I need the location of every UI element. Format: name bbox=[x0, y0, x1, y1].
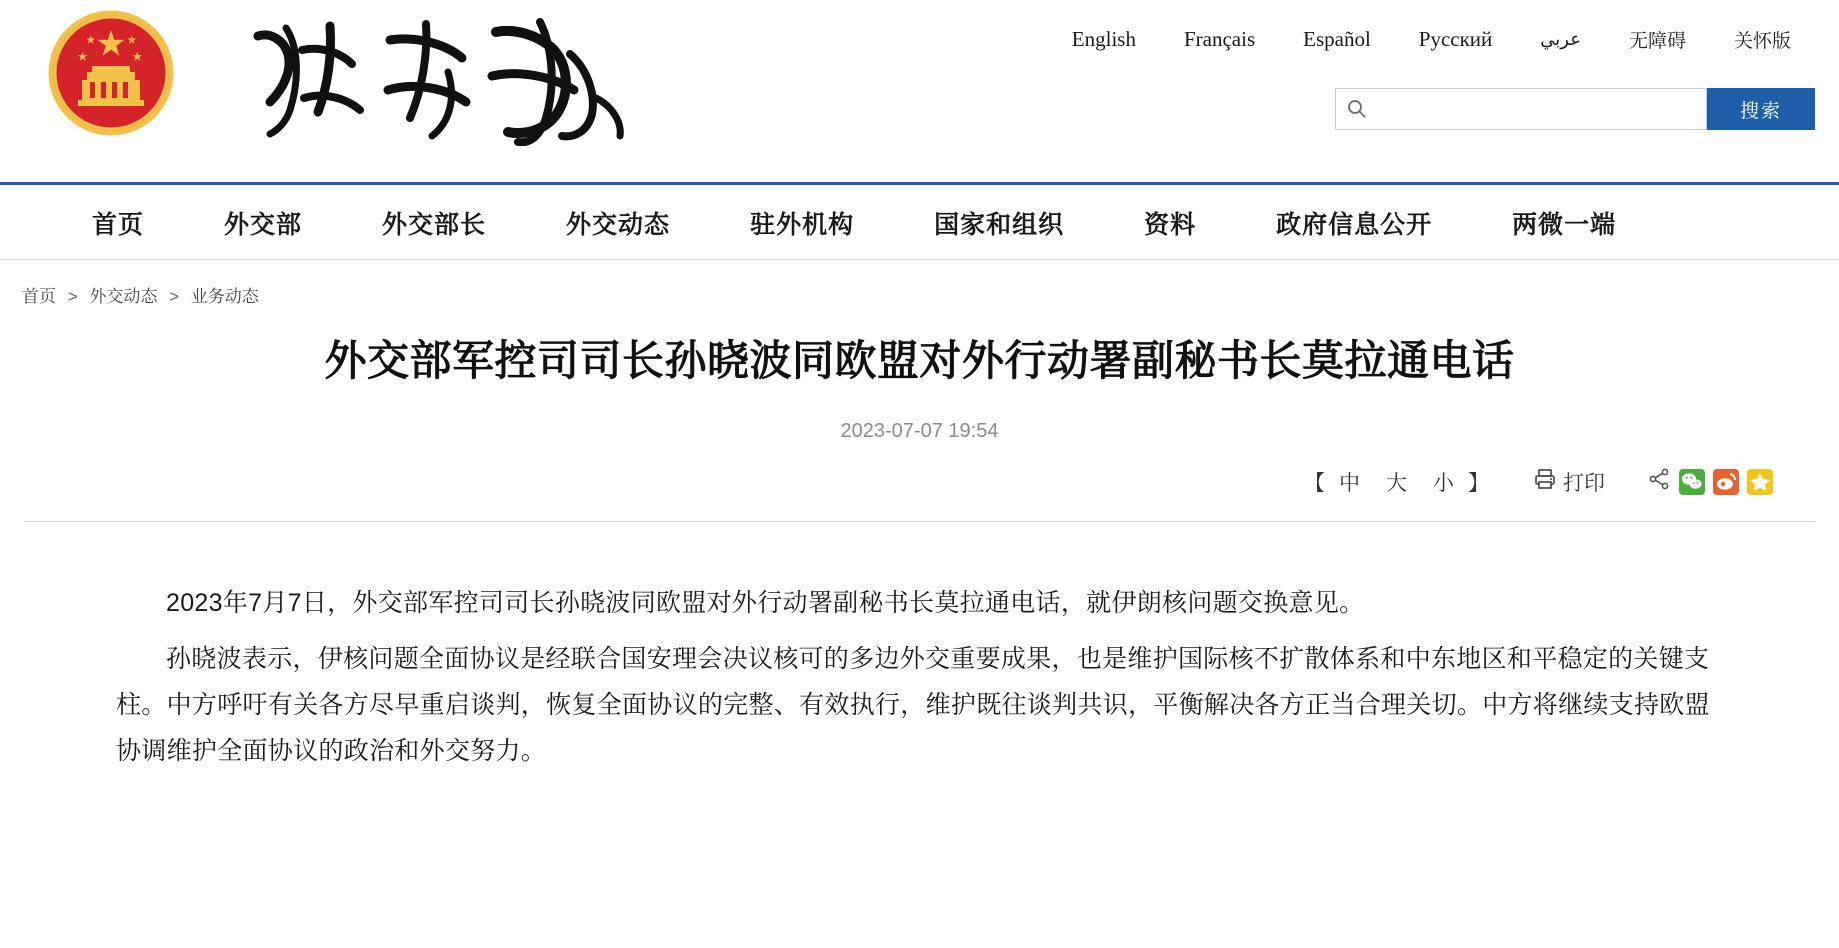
nav-item-home[interactable]: 首页 bbox=[92, 210, 145, 239]
breadcrumb-separator: > bbox=[67, 287, 78, 306]
search-input[interactable] bbox=[1368, 90, 1706, 128]
nav-item-ministry[interactable]: 外交部 bbox=[224, 210, 303, 239]
article-paragraph: 2023年7月7日，外交部军控司司长孙晓波同欧盟对外行动署副秘书长莫拉通电话，就伊朗核问题交换意见。 bbox=[166, 588, 1365, 617]
lang-francais[interactable]: Français bbox=[1183, 27, 1256, 51]
lang-care-version[interactable]: 关怀版 bbox=[1733, 31, 1791, 52]
nav-item-social[interactable]: 两微一端 bbox=[1512, 210, 1617, 239]
article-toolbar bbox=[24, 467, 1815, 497]
article bbox=[0, 333, 1839, 775]
nav-item-resources[interactable]: 资料 bbox=[1144, 210, 1197, 239]
article-timestamp: 2023-07-07 19:54 bbox=[840, 419, 999, 442]
search-icon bbox=[1346, 98, 1368, 120]
print-button[interactable] bbox=[1533, 467, 1605, 497]
font-size-small[interactable]: 小 bbox=[1433, 471, 1454, 495]
lang-russian[interactable]: Русский bbox=[1418, 27, 1493, 51]
main-nav-bar bbox=[0, 182, 1839, 260]
page-title: 外交部军控司司长孙晓波同欧盟对外行动署副秘书长莫拉通电话 bbox=[324, 337, 1515, 384]
bracket-right: 】 bbox=[1468, 471, 1489, 495]
font-size-medium[interactable]: 中 bbox=[1339, 471, 1360, 495]
breadcrumb-item-home[interactable]: 首页 bbox=[22, 287, 56, 306]
nav-item-countries[interactable]: 国家和组织 bbox=[934, 210, 1065, 239]
nav-item-news[interactable]: 外交动态 bbox=[566, 210, 671, 239]
bracket-left: 【 bbox=[1304, 471, 1325, 495]
language-bar bbox=[1048, 26, 1815, 53]
nav-item-minister[interactable]: 外交部长 bbox=[382, 210, 487, 239]
breadcrumb-separator: > bbox=[169, 287, 180, 306]
nav-item-missions[interactable]: 驻外机构 bbox=[750, 210, 855, 239]
article-paragraph: 孙晓波表示，伊核问题全面协议是经联合国安理会决议核可的多边外交重要成果，也是维护国际核不扩散体系和中东地区和平稳定的关键支柱。中方呼吁有关各方尽早重启谈判，恢复全面协议的完整、有效执行，维护既往谈判共识，平衡解决各方正当合理关切。中方将继续支持欧盟协调维护全面协议的政治和外交努力。 bbox=[116, 644, 1710, 766]
site-logo-wordmark[interactable] bbox=[240, 6, 640, 146]
breadcrumb bbox=[0, 260, 1839, 307]
font-size-large[interactable]: 大 bbox=[1386, 471, 1407, 495]
nav-item-disclosure[interactable]: 政府信息公开 bbox=[1276, 210, 1433, 239]
share-group bbox=[1647, 467, 1773, 496]
main-nav bbox=[0, 185, 1839, 260]
lang-english[interactable]: English bbox=[1071, 27, 1136, 51]
print-label: 打印 bbox=[1563, 471, 1605, 495]
font-size-group bbox=[1304, 467, 1489, 497]
wechat-icon[interactable] bbox=[1679, 469, 1705, 495]
divider bbox=[24, 521, 1815, 522]
lang-arabic[interactable]: عربي bbox=[1540, 29, 1581, 49]
site-header bbox=[0, 0, 1839, 182]
printer-icon bbox=[1533, 467, 1557, 497]
weibo-icon[interactable] bbox=[1713, 469, 1739, 495]
lang-espanol[interactable]: Español bbox=[1303, 27, 1371, 51]
article-body bbox=[24, 580, 1815, 775]
breadcrumb-item-business-news[interactable]: 业务动态 bbox=[190, 287, 259, 306]
national-emblem-icon bbox=[46, 8, 176, 138]
search-bar bbox=[1335, 88, 1815, 130]
search-button[interactable]: 搜索 bbox=[1707, 88, 1815, 130]
share-icon[interactable] bbox=[1647, 467, 1671, 496]
breadcrumb-item-news[interactable]: 外交动态 bbox=[89, 287, 158, 306]
qzone-icon[interactable] bbox=[1747, 469, 1773, 495]
lang-accessibility[interactable]: 无障碍 bbox=[1628, 31, 1686, 52]
search-box[interactable] bbox=[1335, 88, 1707, 130]
